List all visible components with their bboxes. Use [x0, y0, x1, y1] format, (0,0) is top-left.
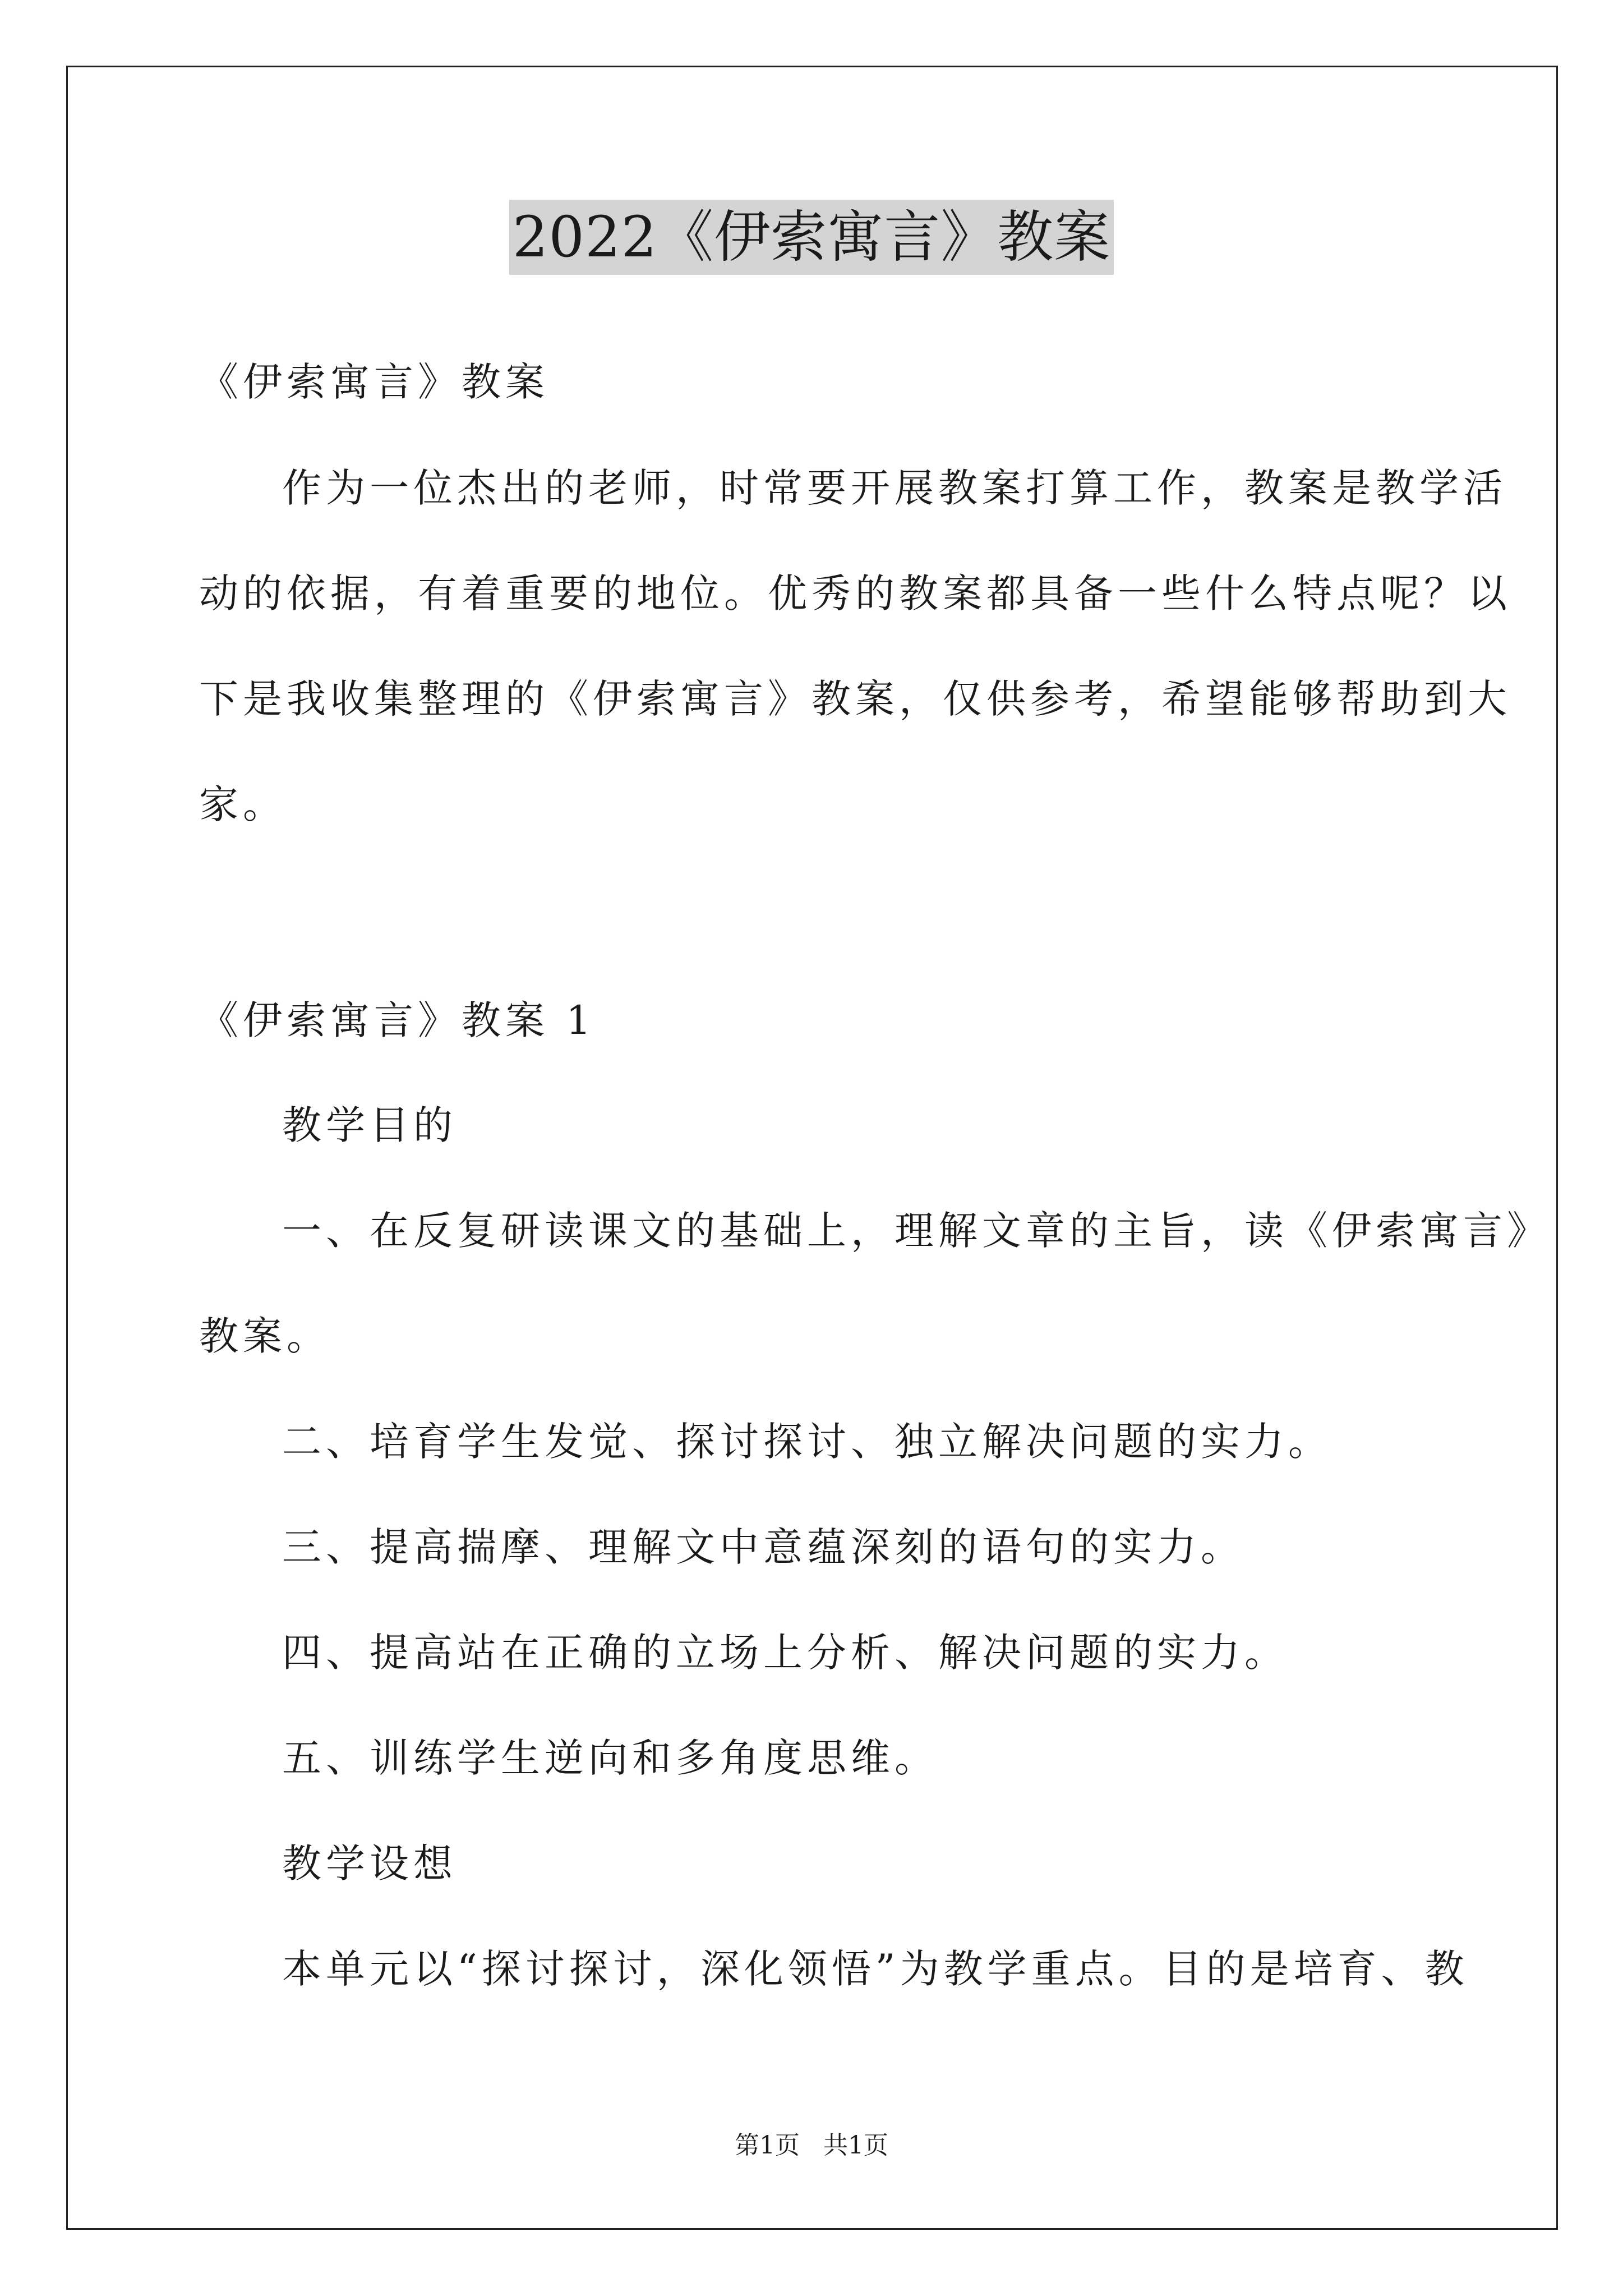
subheading: 教学目的 — [282, 1102, 457, 1148]
list-item: 四、提高站在正确的立场上分析、解决问题的实力。 — [282, 1630, 1288, 1676]
list-item: 二、培育学生发觉、探讨探讨、独立解决问题的实力。 — [282, 1419, 1332, 1465]
subheading: 教学设想 — [282, 1841, 457, 1887]
paragraph-line: 下是我收集整理的《伊索寓言》教案，仅供参考，希望能够帮助到大 — [199, 676, 1511, 722]
list-item: 五、训练学生逆向和多角度思维。 — [282, 1735, 938, 1781]
paragraph-line: 动的依据，有着重要的地位。优秀的教案都具备一些什么特点呢？以 — [199, 570, 1511, 616]
page-footer: 第1页 共1页 — [735, 2131, 888, 2160]
document-title: 2022《伊索寓言》教案 — [509, 200, 1114, 275]
paragraph-line: 家。 — [199, 781, 287, 827]
paragraph-line: 教案。 — [199, 1313, 330, 1359]
paragraph-line: 本单元以“探讨探讨，深化领悟”为教学重点。目的是培育、教 — [282, 1946, 1469, 1992]
section-heading: 《伊索寓言》教案 1 — [199, 997, 596, 1043]
title-wrap — [0, 200, 1623, 275]
list-item: 三、提高揣摩、理解文中意蕴深刻的语句的实力。 — [282, 1524, 1244, 1570]
paragraph-line: 作为一位杰出的老师，时常要开展教案打算工作，教案是教学活 — [282, 465, 1507, 511]
doc-heading: 《伊索寓言》教案 — [199, 359, 549, 405]
paragraph-line: 一、在反复研读课文的基础上，理解文章的主旨，读《伊索寓言》 — [282, 1208, 1551, 1254]
